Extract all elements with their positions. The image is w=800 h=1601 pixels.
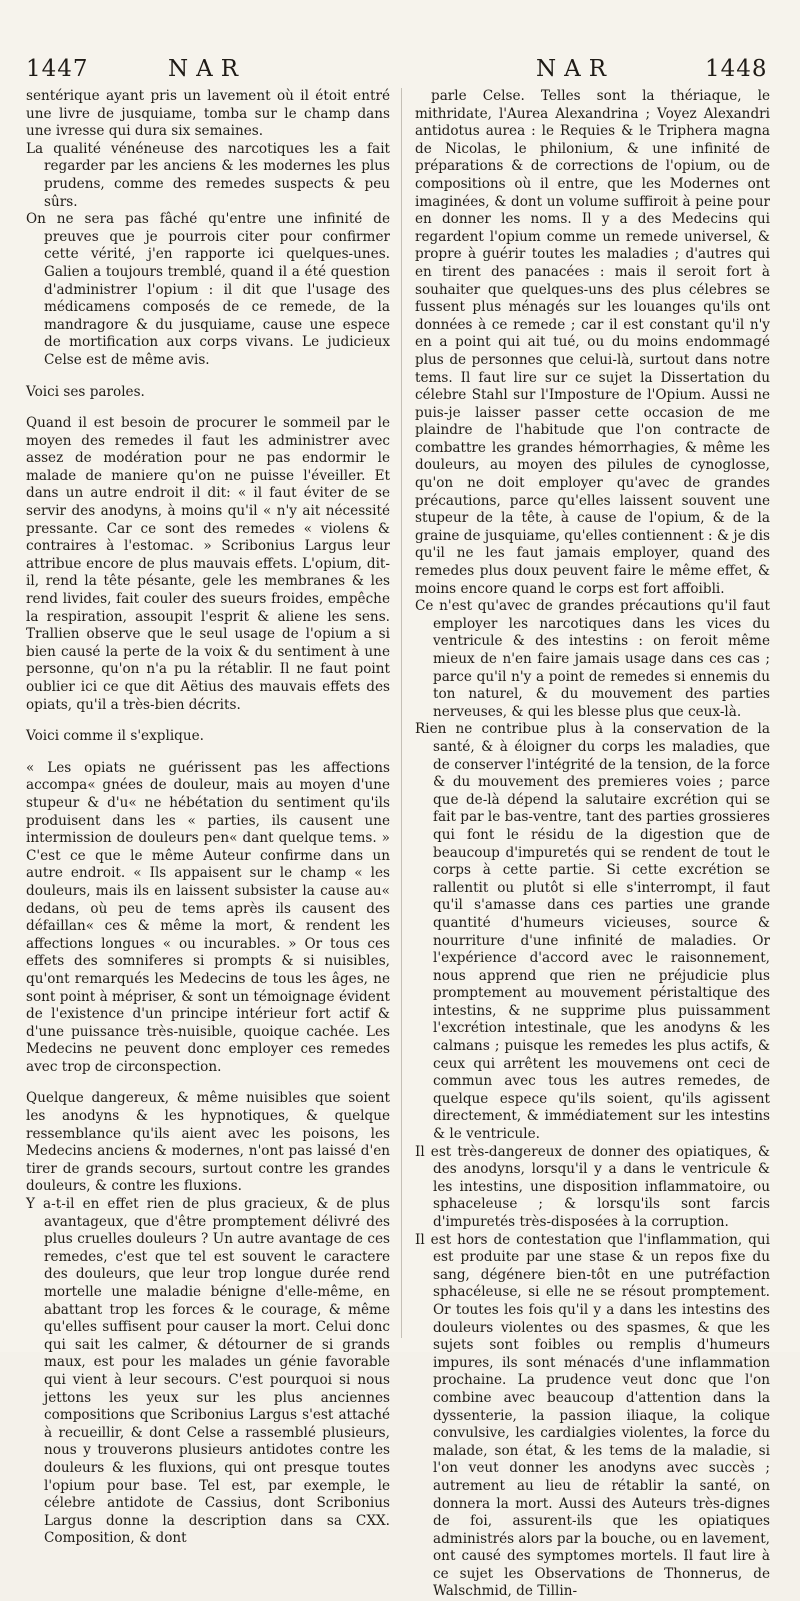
paragraph: Il est très-dangereux de donner des opiatiques, & des anodyns, lorsqu'il y a dans le ventricule & les intestins, une disposition inflammatoire, ou sphaceleuse ; & lorsqu'ils sont farcis d'impuretés très-disposées à la corruption. bbox=[415, 1143, 770, 1230]
paragraph: Il est hors de contestation que l'inflammation, qui est produite par une stase & un repos fixe du sang, dégénere bien-tôt en une putréfaction sphacéleuse, si elle ne se résout promptement. Or toutes les fois qu'il y a dans les intestins des douleurs violentes ou des spasmes, & que les sujets sont foibles ou remplis d'humeurs impures, ils sont ménacés d'une inflammation prochaine. La prudence veut donc que l'on combine avec beaucoup d'attention dans la dyssenterie, la passion iliaque, la colique convulsive, les cardialgies violentes, la force du malade, son état, & les tems de la maladie, si l'on veut donner les anodyns avec succès ; autrement au lieu de rétablir la santé, on donnera la mort. Aussi des Auteurs très-dignes de foi, assurent-ils que les opiatiques administrés alors par la bouche, ou en lavement, ont causé des symptomes mortels. Il faut lire à ce sujet les Observations de Thonnerus, de Walschmid, de Tillin- bbox=[415, 1231, 770, 1600]
quotation: « Les opiats ne guérissent pas les affections accompa« gnées de douleur, mais au moyen d'une stupeur & d'u« ne hébétation du sentiment qu'ils produisent dans les « parties, ils causent une intermission de douleurs pen« dant quelque tems. » C'est ce que le même Auteur confirme dans un autre endroit. « Ils appaisent sur le champ « les douleurs, mais ils en laissent subsister la cause au« dedans, où peu de tems après ils causent des défaillan« ces & même la mort, & rendent les affections longues « ou incurables. » Or tous ces effets des somniferes si prompts & si nuisibles, qu'ont remarqués les Medecins de tous les âges, ne sont point à mépriser, & sont un témoignage évident de l'existence d'un principe intérieur fort actif & d'une puissance très-nuisible, quoique cachée. Les Medecins ne peuvent donc employer ces remedes avec trop de circonspection. bbox=[26, 759, 390, 1075]
right-page-number: 1448 bbox=[705, 56, 768, 82]
paragraph: Rien ne contribue plus à la conservation de la santé, & à éloigner du corps les maladies, que de conserver l'intégrité de la tension, de la force & du mouvement des premieres voies ; parce que de-là dépend la salutaire excrétion qui se fait par le bas-ventre, tant des parties grossieres qui font le résidu de la digestion que de beaucoup d'impuretés qui se rendent de tout le corps à cette partie. Si cette excrétion se rallentit ou plutôt si elle s'interrompt, il faut qu'il s'amasse dans ces parties une grande quantité d'humeurs vicieuses, source & nourriture d'une infinité de maladies. Or l'expérience d'accord avec le raisonnement, nous apprend que rien ne préjudicie plus promptement au mouvement péristaltique des intestins, & ne supprime plus puissamment l'excrétion intestinale, que les anodyns & les calmans ; puisque les remedes les plus actifs, & ceux qui arrêtent les mouvemens ont ceci de commun avec tous les autres remedes, de quelque espece qu'ils soient, qu'ils agissent directement, & immédiatement sur les intestins & le ventricule. bbox=[415, 721, 770, 1143]
paragraph: Quand il est besoin de procurer le sommeil par le moyen des remedes il faut les administrer avec assez de modération pour ne pas endormir le malade de maniere qu'on ne puisse l'éveiller. Et dans un autre endroit il dit: « il faut éviter de se servir des anodyns, à moins qu'il « n'y ait nécessité pressante. Car ce sont des remedes « violens & contraires à l'estomac. » Scribonius Largus leur attribue encore de plus mauvais effets. L'opium, dit-il, rend la tête pésante, gele les membranes & les rend livides, fait couler des sueurs froides, empêche la respiration, assoupit l'esprit & aliene les sens. Trallien observe que le seul usage de l'opium a si bien causé la perte de la voix & du sentiment à une personne, qu'on n'a pu la rétablir. Il ne faut point oublier ici ce que dit Aëtius des mauvais effets des opiats, qu'il a très-bien décrits. bbox=[26, 415, 390, 713]
paragraph: Y a-t-il en effet rien de plus gracieux, & de plus avantageux, que d'être promptement délivré des plus cruelles douleurs ? Un autre avantage de ces remedes, c'est que tel est souvent le caractere des douleurs, que leur trop longue durée rend mortelle une maladie bénigne d'elle-même, en abattant trop les forces & le courage, & même qu'elles suffisent pour causer la mort. Celui donc qui sait les calmer, & détourner de si grands maux, est pour les malades un génie favorable qui vient à leur secours. C'est pourquoi si nous jettons les yeux sur les plus anciennes compositions que Scribonius Largus s'est attaché à recueillir, & dont Celse a rassemblé plusieurs, nous y trouverons plusieurs antidotes contre les douleurs & les fluxions, qui ont presque toutes l'opium pour base. Tel est, par exemple, le célebre antidote de Cassius, dont Scribonius Largus donne la description dans sa CXX. Composition, & dont bbox=[26, 1196, 390, 1547]
left-running-head: NAR bbox=[168, 56, 247, 82]
paragraph: Voici ses paroles. bbox=[26, 383, 145, 400]
paragraph: Quelque dangereux, & même nuisibles que soient les anodyns & les hypnotiques, & quelque ressemblance qu'ils aient avec les poisons, les Medecins anciens & modernes, n'ont pas laissé d'en tirer de grands secours, surtout contre les grandes douleurs, & contre les fluxions. bbox=[26, 1090, 390, 1195]
left-column bbox=[26, 88, 390, 1547]
paragraph: On ne sera pas fâché qu'entre une infinité de preuves que je pourrois citer pour confirmer cette vérité, j'en rapporte ici quelques-unes. Galien a toujours tremblé, quand il a été question d'administrer l'opium : il dit que l'usage des médicamens composés de ce remede, de la mandragore & du jusquiame, cause une espece de mortification aux corps vivans. Le judicieux Celse est de même avis. bbox=[26, 211, 390, 368]
paragraph: Ce n'est qu'avec de grandes précautions qu'il faut employer les narcotiques dans les vices du ventricule & des intestins : on feroit même mieux de n'en faire jamais usage dans ces cas ; parce qu'il n'y a point de remedes si ennemis du ton naturel, & du mouvement des parties nerveuses, & qui les blesse plus que ceux-là. bbox=[415, 598, 770, 720]
paragraph: sentérique ayant pris un lavement où il étoit entré une livre de jusquiame, tomba sur le champ dans une ivresse qui dura six semaines. bbox=[26, 88, 390, 140]
paragraph: Voici comme il s'explique. bbox=[26, 728, 204, 745]
paragraph: parle Celse. Telles sont la thériaque, le mithridate, l'Aurea Alexandrina ; Voyez Alexandri antidotus aurea : le Requies & le Triphera magna de Nicolas, le philonium, & une infinité de préparations & de corrections de l'opium, ou de compositions où il entre, que les Modernes ont imaginées, & dont un volume suffiroit à peine pour en donner les noms. Il y a des Medecins qui regardent l'opium comme un remede universel, & propre à guérir toutes les maladies ; d'autres qui en tirent des panacées : mais il seroit fort à souhaiter que quelques-uns des plus célebres se fussent plus ménagés sur les louanges qu'ils ont données à ce remede ; car il est constant qu'il n'y en a point qui ait tué, ou du moins endommagé plus de personnes que celui-là, surtout dans notre tems. Il faut lire sur ce sujet la Dissertation du célebre Stahl sur l'Imposture de l'Opium. Aussi ne puis-je laisser passer cette occasion de me plaindre de l'habitude que l'on contracte de combattre les grandes hémorrhagies, & même les douleurs, au moyen des pilules de cynoglosse, qu'on ne doit employer qu'avec de grandes précautions, parce qu'elles laissent souvent une stupeur de la tête, à cause de l'opium, & de la graine de jusquiame, qu'elles contiennent : & je dis qu'il ne les faut jamais employer, quand des remedes plus doux peuvent faire le même effet, & moins encore quand le corps est fort affoibli. bbox=[415, 88, 770, 597]
right-running-head: NAR bbox=[536, 56, 615, 82]
paragraph: La qualité vénéneuse des narcotiques les a fait regarder par les anciens & les modernes les plus prudens, comme des remedes suspects & peu sûrs. bbox=[26, 140, 390, 210]
column-divider bbox=[401, 88, 402, 1338]
left-page-number: 1447 bbox=[26, 56, 89, 82]
right-column bbox=[415, 88, 770, 1600]
